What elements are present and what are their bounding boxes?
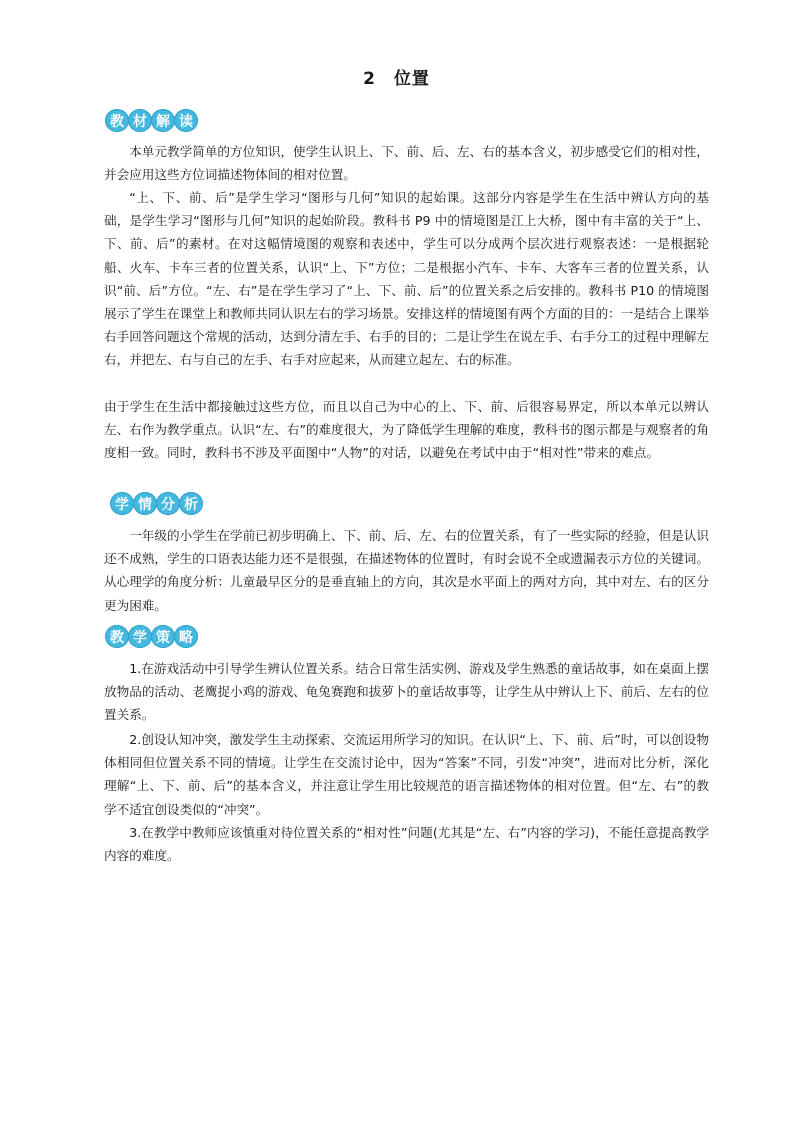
badge-char: 学 xyxy=(110,492,134,515)
page-title xyxy=(0,64,793,89)
paragraph: 2.创设认知冲突，激发学生主动探索、交流运用所学习的知识。在认识“上、下、前、后”时，可以创设物体相同但位置关系不同的情境。让学生在交流讨论中，因为“答案”不同，引发“冲突”，进而对比分析，深化理解“上、下、前、后”的基本含义，并注意让学生用比较规范的语言描述物体的相对位置。但“左、右”的教学不适宜创设类似的“冲突”。 xyxy=(104,732,709,817)
paragraph: 一年级的小学生在学前已初步明确上、下、前、后、左、右的位置关系，有了一些实际的经验，但是认识还不成熟，学生的口语表达能力还不是很强，在描述物体的位置时，有时会说不全或遗漏表示方位的关键词。从心理学的角度分析：儿童最早区分的是垂直轴上的方向，其次是水平面上的两对方向，其中对左、右的区分更为困难。 xyxy=(104,528,709,613)
paragraph: 本单元教学简单的方位知识，使学生认识上、下、前、后、左、右的基本含义，初步感受它们的相对性，并会应用这些方位词描述物体间的相对位置。 xyxy=(104,144,709,183)
badge-char: 略 xyxy=(174,625,198,648)
badge-char: 学 xyxy=(128,625,152,648)
badge-char: 分 xyxy=(156,492,180,515)
title-number: 2 xyxy=(363,69,376,89)
paragraph: 1.在游戏活动中引导学生辨认位置关系。结合日常生活实例、游戏及学生熟悉的童话故事，如在桌面上摆放物品的活动、老鹰捉小鸡的游戏、龟兔赛跑和拔萝卜的童话故事等，让学生从中辨认上下、前后、左右的位置关系。 xyxy=(104,661,709,723)
paragraph: “上、下、前、后”是学生学习“图形与几何”知识的起始课。这部分内容是学生在生活中辨认方向的基础，是学生学习“图形与几何”知识的起始阶段。教科书 P9 中的情境图是江上大桥，图中有丰富的关于“上、下、前、后”的素材。在对这幅情境图的观察和表述中，学生可以分成两个层次进行观察表述：一是根据轮船、火车、卡车三者的位置关系，认识“上、下”方位；二是根据小汽车、卡车、大客车三者的位置关系，认识“前、后”方位。“左、右”是在学生学习了“上、下、前、后”的位置关系之后安排的。教科书 P10 的情境图展示了学生在课堂上和教师共同认识左右的学习场景。安排这样的情境图有两个方面的目的：一是结合上课举右手回答问题这个常规的活动，达到分清左手、右手的目的；二是让学生在说左手、右手分工的过程中理解左右，并把左、右与自己的左手、右手对应起来，从而建立起左、右的标准。 xyxy=(104,190,709,368)
section-badge-teaching-strategy xyxy=(105,625,197,648)
paragraph: 由于学生在生活中都接触过这些方位，而且以自己为中心的上、下、前、后很容易界定，所以本单元以辨认左、右作为教学重点。认识“左、右”的难度很大，为了降低学生理解的难度，教科书的图示都是与观察者的角度相一致。同时，教科书不涉及平面图中“人物”的对话，以避免在考试中由于“相对性”带来的难点。 xyxy=(104,399,709,461)
section-badge-student-analysis xyxy=(110,492,202,515)
section-badge-textbook-reading xyxy=(105,109,197,132)
badge-char: 教 xyxy=(105,109,129,132)
badge-char: 读 xyxy=(174,109,198,132)
title-text: 位置 xyxy=(393,69,430,89)
badge-char: 析 xyxy=(179,492,203,515)
badge-char: 情 xyxy=(133,492,157,515)
paragraph: 3.在教学中教师应该慎重对待位置关系的“相对性”问题(尤其是“左、右”内容的学习)，不能任意提高教学内容的难度。 xyxy=(104,825,709,864)
badge-char: 教 xyxy=(105,625,129,648)
badge-char: 策 xyxy=(151,625,175,648)
badge-char: 材 xyxy=(128,109,152,132)
badge-char: 解 xyxy=(151,109,175,132)
